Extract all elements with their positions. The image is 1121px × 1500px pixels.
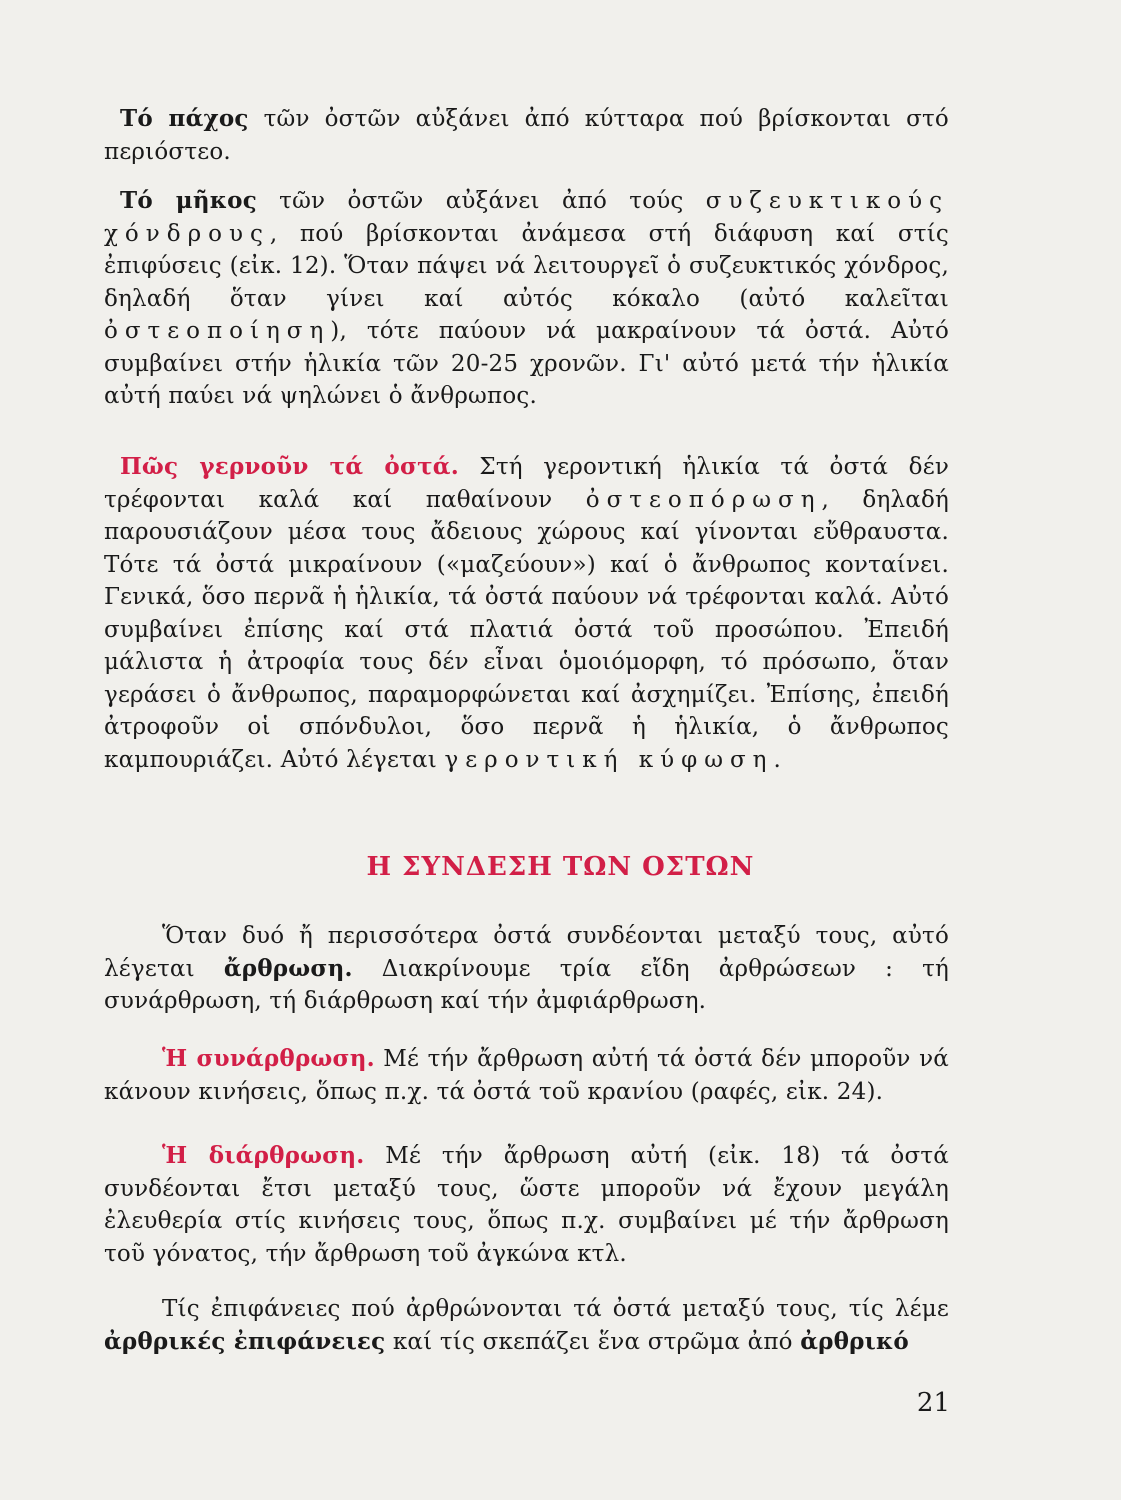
term-joint: ἄρθρωση. [223, 954, 353, 982]
paragraph-text: Διακρίνουμε τρία εἴδη ἀρθρώσεων : τή συνάρθρωση, τή διάρθρωση καί τήν ἀμφιάρθρωση. [104, 955, 950, 1014]
paragraph-text: . [773, 746, 781, 773]
term-articular-surfaces: ἀρθρικές ἐπιφάνειες [104, 1327, 386, 1355]
paragraph-text: , πού βρίσκονται ἀνάμεσα στή διάφυση καί στίς ἐπιφύσεις (εἰκ. 12). Ὅταν πάψει νά λειτουργεῖ ὁ συζευκτικός χόνδρος, δηλαδή ὅταν γίνει καί αὐτός κόκαλο (αὐτό καλεῖται [104, 220, 949, 312]
paragraph-text: Τίς ἐπιφάνειες πού ἀρθρώνονται τά ὀστά μεταξύ τους, τίς λέμε [162, 1296, 949, 1322]
paragraph-bone-length [104, 185, 949, 413]
paragraph-text: , δηλαδή παρουσιάζουν μέσα τους ἄδειους χώρους καί γίνονται εὔθραυστα. Τότε τά ὀστά μικραίνουν («μαζεύουν») καί ὁ ἄνθρωπος κονταίνει. Γενικά, ὅσο περνᾶ ἡ ἡλικία, τά ὀστά παύουν νά τρέφονται καλά. Αὐτό συμβαίνει ἐπίσης καί στά πλατιά ὀστά τοῦ προσώπου. Ἐπειδή μάλιστα ἡ ἀτροφία τους δέν εἶναι ὁμοιόμορφη, τό πρόσωπο, ὅταν γεράσει ὁ ἄνθρωπος, παραμορφώνεται καί ἀσχημίζει. Ἐπίσης, ἐπειδή ἀτροφοῦν οἱ σπόνδυλοι, ὅσο περνᾶ ἡ ἡλικία, ὁ ἄνθρωπος καμπουριάζει. Αὐτό λέγεται [104, 486, 949, 773]
term-diarthrosis: Ἡ διάρθρωση. [162, 1142, 365, 1169]
paragraph-text: τῶν ὀστῶν αὐξάνει ἀπό τούς [256, 188, 706, 214]
paragraph-joint-definition [104, 920, 949, 1018]
paragraph-bone-aging [104, 451, 949, 776]
paragraph-bone-thickness [104, 103, 949, 168]
paragraph-diarthrosis [104, 1140, 949, 1270]
term-synarthrosis: Ἡ συνάρθρωση. [162, 1045, 375, 1072]
paragraph-text: τῶν ὀστῶν αὐξάνει ἀπό κύτταρα πού βρίσκονται στό περιόστεο. [104, 106, 949, 165]
term-thickness: Τό πάχος [120, 105, 249, 132]
section-heading: Η ΣΥΝΔΕΣΗ ΤΩΝ ΟΣΤΩΝ [366, 852, 755, 882]
spaced-term-osteoporosis: ὀστεοπόρωση [585, 486, 822, 513]
paragraph-synarthrosis [104, 1043, 949, 1108]
spaced-term-epiphyseal-cartilage: συζευκτικούς χόνδρους [104, 188, 949, 247]
paragraph-text: Στή γεροντική ἡλικία τά ὀστά δέν τρέφονται καλά καί παθαίνουν [104, 454, 949, 513]
term-length: Τό μῆκος [120, 187, 257, 214]
spaced-term-kyphosis: γεροντική κύφωση [444, 746, 774, 773]
paragraph-text: Μέ τήν ἄρθρωση αὐτή τά ὀστά δέν μποροῦν νά κάνουν κινήσεις, ὅπως π.χ. τά ὀστά τοῦ κρανίου (ραφές, εἰκ. 24). [104, 1046, 949, 1105]
paragraph-text: ), τότε παύουν νά μακραίνουν τά ὀστά. Αὐτό συμβαίνει στήν ἡλικία τῶν 20-25 χρονῶν. Γι' αὐτό μετά τήν ἡλικία αὐτή παύει νά ψηλώνει ὁ ἄνθρωπος. [104, 318, 949, 409]
paragraph-text: Μέ τήν ἄρθρωση αὐτή (εἰκ. 18) τά ὀστά συνδέονται ἔτσι μεταξύ τους, ὥστε μποροῦν νά ἔχουν μεγάλη ἐλευθερία στίς κινήσεις τους, ὅπως π.χ. συμβαίνει μέ τήν ἄρθρωση τοῦ γόνατος, τήν ἄρθρωση τοῦ ἀγκώνα κτλ. [104, 1143, 949, 1267]
paragraph-articular-surfaces [104, 1293, 949, 1358]
term-articular: ἀρθρικό [800, 1327, 909, 1355]
term-bone-aging: Πῶς γερνοῦν τά ὀστά. [120, 453, 459, 480]
paragraph-text: Ὅταν δυό ἤ περισσότερα ὀστά συνδέονται μεταξύ τους, αὐτό λέγεται [104, 923, 949, 982]
paragraph-text: καί τίς σκεπάζει ἕνα στρῶμα ἀπό [385, 1328, 801, 1355]
page-number: 21 [916, 1388, 950, 1418]
spaced-term-ossification: ὀστεοποίηση [104, 318, 331, 344]
